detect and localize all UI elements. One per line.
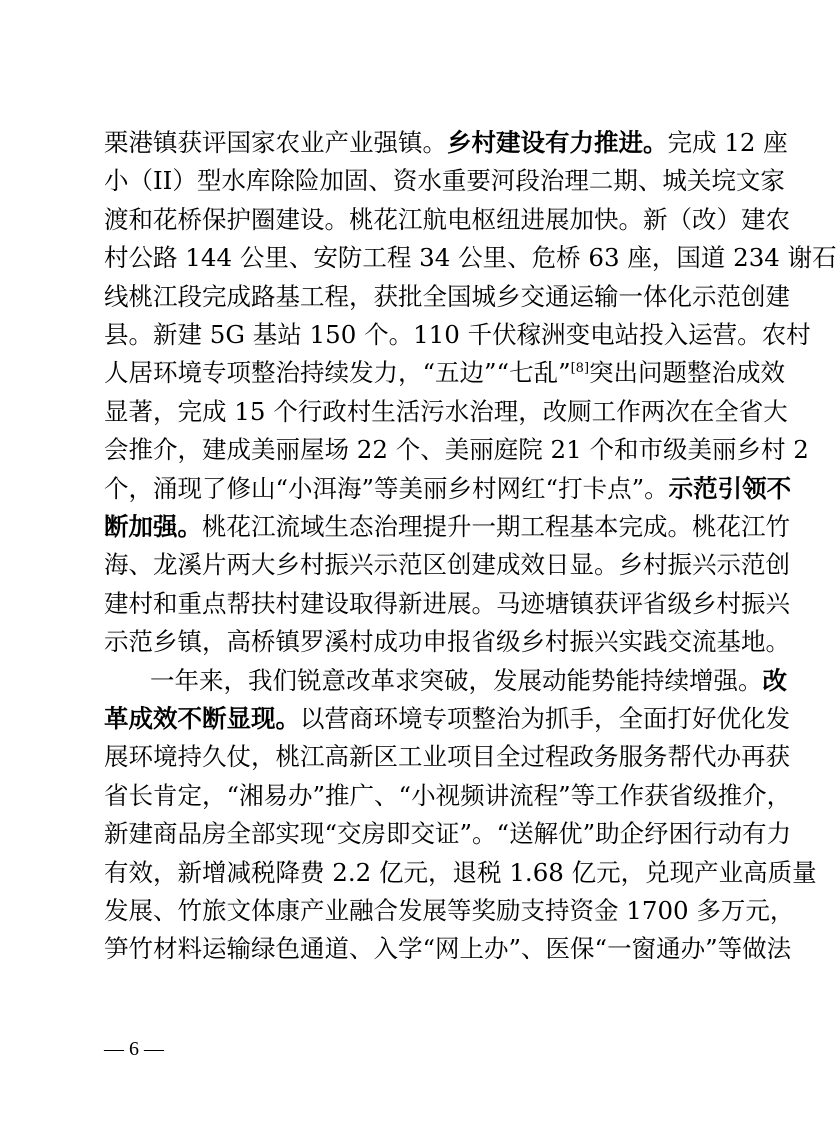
text-run: 笋竹材料运输绿色通道、入学“网上办”、医保“一窗通办”等做法: [104, 934, 792, 964]
text-run: 建村和重点帮扶村建设取得新进展。马迹塘镇获评省级乡村振兴: [104, 588, 790, 618]
text-line: [104, 203, 790, 237]
text-run: 村公路 144 公里、安防工程 34 公里、危桥 63 座，国道 234 谢石: [104, 243, 837, 273]
bold-heading-text: 革成效不断显现。: [104, 704, 300, 733]
page-number: — 6 —: [104, 1038, 164, 1060]
text-run: 线桃江段完成路基工程，获批全国城乡交通运输一体化示范创建: [104, 281, 790, 311]
text-run: 渡和花桥保护圈建设。桃花江航电枢纽进展加快。新（改）建农: [104, 204, 790, 234]
text-line: [104, 817, 792, 851]
text-line: [104, 702, 790, 736]
text-run: 有效，新增减税降费 2.2 亿元，退税 1.68 亿元，兑现产业高质量: [104, 857, 817, 887]
bold-heading-text: 示范引领不: [668, 473, 792, 503]
text-line: [104, 395, 788, 429]
text-run: 桃花江流域生态治理提升一期工程基本完成。桃花江竹: [202, 512, 790, 541]
text-line: [104, 280, 790, 314]
bold-heading-text: 改: [762, 665, 787, 695]
text-run: 个，涌现了修山“小洱海”等美丽乡村网红“打卡点”。: [104, 473, 669, 503]
text-run: 显著，完成 15 个行政村生活污水治理，改厕工作两次在全省大: [104, 396, 788, 426]
text-run: 省长肯定，“湘易办”推广、“小视频讲流程”等工作获省级推介，: [104, 780, 792, 810]
text-line: [104, 318, 811, 352]
text-line: [104, 241, 837, 275]
text-run: 发展、竹旅文体康产业融合发展等奖励支持资金 1700 多万元，: [104, 896, 795, 925]
text-run: 海、龙溪片两大乡村振兴示范区创建成效日显。乡村振兴示范创: [104, 550, 790, 580]
footnote-ref: [8]: [570, 361, 590, 377]
bold-heading-text: 断加强。: [104, 512, 202, 541]
text-run: 示范乡镇，高桥镇罗溪村成功申报省级乡村振兴实践交流基地。: [104, 627, 790, 657]
text-line: [104, 740, 790, 774]
text-line: [104, 548, 790, 582]
text-line: [104, 587, 790, 621]
text-line: [104, 932, 792, 966]
text-line: [104, 126, 788, 160]
text-line: [104, 510, 790, 544]
text-line: [104, 779, 792, 813]
bold-heading-text: 乡村建设有力推进。: [447, 128, 668, 157]
text-run: 栗港镇获评国家农业产业强镇。: [104, 128, 447, 157]
text-line: [104, 433, 809, 467]
text-line: [104, 472, 792, 506]
text-run: 展环境持久仗，桃江高新区工业项目全过程政务服务帮代办再获: [104, 742, 790, 772]
text-line: [104, 894, 795, 928]
text-line: [150, 664, 787, 698]
text-run: 以营商环境专项整治为抓手，全面打好优化发: [300, 704, 790, 733]
text-run: 会推介，建成美丽屋场 22 个、美丽庭院 21 个和市级美丽乡村 2: [104, 435, 809, 465]
text-run: 小（II）型水库除险加固、资水重要河段治理二期、城关垸文家: [104, 166, 785, 196]
text-line: [104, 856, 817, 890]
text-run: 一年来，我们锐意改革求突破，发展动能势能持续增强。: [150, 665, 763, 695]
text-run: 突出问题整治成效: [589, 358, 786, 388]
text-run: 人居环境专项整治持续发力，“五边”“七乱”: [104, 358, 571, 388]
text-line: [104, 625, 790, 659]
text-line: [104, 356, 786, 390]
text-run: 县。新建 5G 基站 150 个。110 千伏稼洲变电站投入运营。农村: [104, 320, 811, 349]
text-run: 新建商品房全部实现“交房即交证”。“送解优”助企纾困行动有力: [104, 819, 792, 849]
text-line: [104, 164, 785, 198]
text-run: 完成 12 座: [667, 128, 788, 157]
